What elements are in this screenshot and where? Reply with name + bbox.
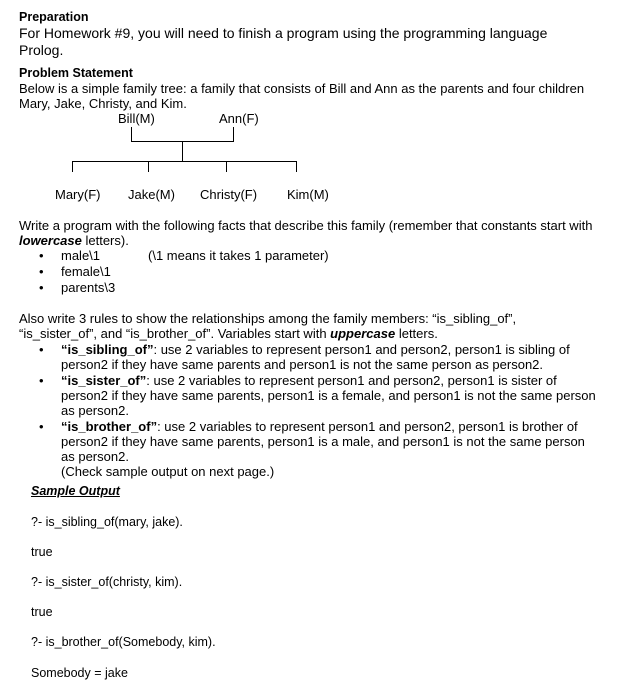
bullet-dot: •: [39, 342, 44, 357]
rule-sister-line-3: as person2.: [61, 403, 129, 418]
tree-father: Bill(M): [118, 111, 155, 126]
sample-answer-3: Somebody = jake: [31, 666, 128, 680]
bullet-dot: •: [39, 419, 44, 434]
rules-intro-post: letters.: [395, 326, 438, 341]
sample-answer-1: true: [31, 545, 53, 559]
rule-brother-desc: : use 2 variables to represent person1 and person2, person1 is brother of: [157, 419, 578, 434]
facts-intro-line-2: [19, 233, 129, 248]
fact-note: (\1 means it takes 1 parameter): [148, 248, 329, 263]
fact-parents: parents\3: [61, 280, 116, 295]
rules-intro-line-1: Also write 3 rules to show the relationships among the family members: “is_sibling_of”,: [19, 311, 517, 326]
bullet-dot: •: [39, 280, 44, 295]
fact-female: female\1: [61, 264, 111, 279]
rules-intro-bold: uppercase: [330, 326, 396, 341]
rules-intro-line-2: [19, 326, 438, 341]
tree-child-3: Christy(F): [200, 187, 258, 202]
bullet-dot: •: [39, 248, 44, 263]
sample-answer-2: true: [31, 605, 53, 619]
facts-intro-rest: letters).: [81, 233, 129, 248]
tree-child-4: Kim(M): [287, 187, 329, 202]
tree-mother: Ann(F): [219, 111, 259, 126]
rule-sibling-line-2: person2 if they have same parents and person1 is not the same person as person2.: [61, 357, 544, 372]
bullet-dot: •: [39, 264, 44, 279]
problem-line-1: Below is a simple family tree: a family that consists of Bill and Ann as the parents and four children: [19, 81, 585, 96]
rule-sibling-line-1: [61, 342, 570, 357]
problem-heading: Problem Statement: [19, 66, 133, 80]
preparation-line-2: Prolog.: [19, 42, 64, 58]
facts-intro-bold: lowercase: [19, 233, 82, 248]
tree-child-stem-3: [226, 161, 227, 172]
rule-sister-name: “is_sister_of”: [61, 373, 147, 388]
tree-trunk: [182, 141, 183, 161]
facts-intro-line-1: Write a program with the following facts that describe this family (remember that constants start with: [19, 218, 593, 233]
tree-mother-stem: [233, 127, 234, 141]
sample-query-1: ?- is_sibling_of(mary, jake).: [31, 515, 183, 529]
rules-intro-pre: “is_sister_of”, and “is_brother_of”. Variables start with: [19, 326, 331, 341]
preparation-line-1: For Homework #9, you will need to finish a program using the programming language: [19, 25, 548, 41]
sample-query-3: ?- is_brother_of(Somebody, kim).: [31, 635, 216, 649]
sample-query-2: ?- is_sister_of(christy, kim).: [31, 575, 183, 589]
preparation-heading: Preparation: [19, 10, 89, 24]
problem-line-2: Mary, Jake, Christy, and Kim.: [19, 96, 187, 111]
tree-child-2: Jake(M): [128, 187, 175, 202]
rule-sister-line-1: [61, 373, 557, 388]
rule-brother-line-4: (Check sample output on next page.): [61, 464, 275, 479]
rule-sibling-name: “is_sibling_of”: [61, 342, 154, 357]
tree-children-bar: [72, 161, 297, 162]
rule-brother-name: “is_brother_of”: [61, 419, 158, 434]
tree-child-1: Mary(F): [55, 187, 101, 202]
tree-child-stem-1: [72, 161, 73, 172]
tree-child-stem-2: [148, 161, 149, 172]
rule-sister-line-2: person2 if they have same parents, person1 is a female, and person1 is not the same person: [61, 388, 596, 403]
rule-brother-line-1: [61, 419, 578, 434]
tree-father-stem: [131, 127, 132, 141]
fact-male: male\1: [61, 248, 101, 263]
rule-sister-desc: : use 2 variables to represent person1 and person2, person1 is sister of: [146, 373, 557, 388]
rule-brother-line-3: as person2.: [61, 449, 129, 464]
bullet-dot: •: [39, 373, 44, 388]
rule-brother-line-2: person2 if they have same parents, person1 is a male, and person1 is not the same person: [61, 434, 585, 449]
sample-output-heading: Sample Output: [31, 484, 120, 498]
rule-sibling-desc: : use 2 variables to represent person1 and person2, person1 is sibling of: [153, 342, 570, 357]
tree-child-stem-4: [296, 161, 297, 172]
